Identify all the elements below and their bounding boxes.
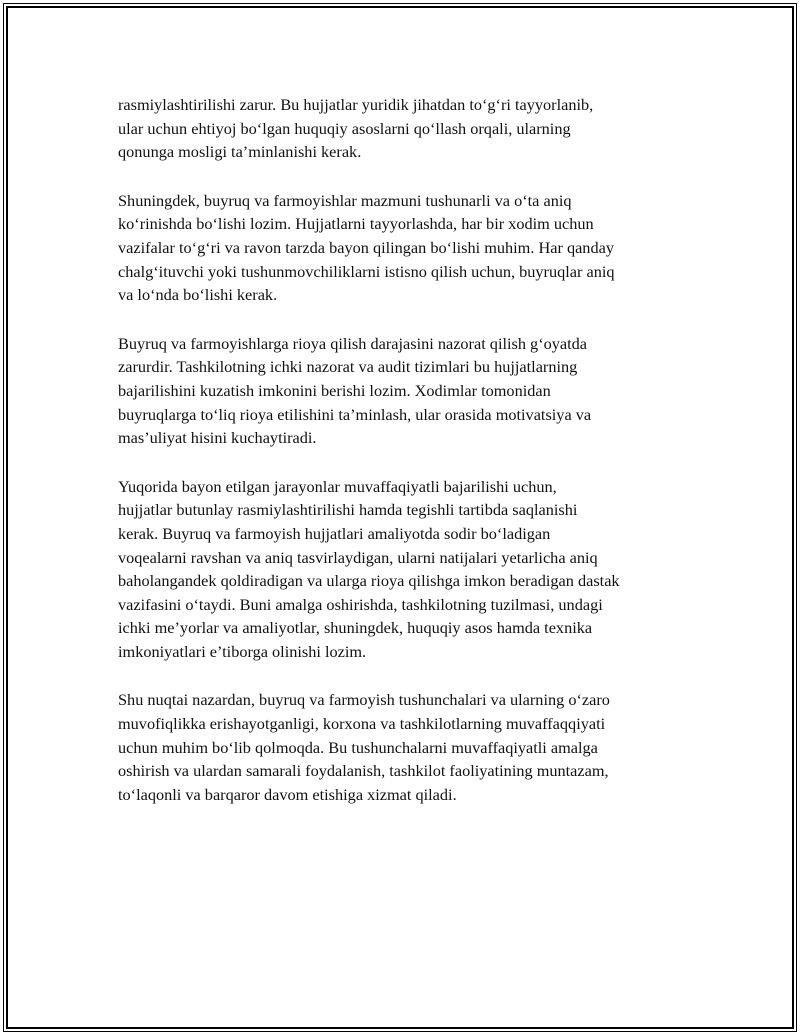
paragraph-5: Shu nuqtai nazardan, buyruq va farmoyish tushunchalari va ularning o‘zaro muvofiqlikka erishayotganligi, korxona va tashkilotlarning muvaffaqqiyati uchun muhim bo‘lib qolmoqda. Bu tushunchalarni muvaffaqiyatli amalga oshirish va ulardan samarali foydalanish, tashkilot faoliyatining muntazam, to‘laqonli va barqaror davom etishiga xizmat qiladi. [118, 690, 610, 804]
paragraph-3: Buyruq va farmoyishlarga rioya qilish darajasini nazorat qilish g‘oyatda zarurdir. Tashkilotning ichki nazorat va audit tizimlari bu hujjatlarning bajarilishini kuzatish imkonini berishi lozim. Xodimlar tomonidan buyruqlarga to‘liq rioya etilishini ta’minlash, ular orasida motivatsiya va mas’uliyat hisini kuchaytiradi. [118, 333, 592, 448]
document-body [118, 93, 688, 831]
paragraph-1: rasmiylashtirilishi zarur. Bu hujjatlar yuridik jihatdan to‘g‘ri tayyorlanib, ular uchun ehtiyoj bo‘lgan huquqiy asoslarni qo‘llash orqali, ularning qonunga mosligi ta’minlanishi kerak. [118, 95, 594, 162]
paragraph-2: Shuningdek, buyruq va farmoyishlar mazmuni tushunarli va o‘ta aniq ko‘rinishda bo‘lishi lozim. Hujjatlarni tayyorlashda, har bir xodim uchun vazifalar to‘g‘ri va ravon tarzda bayon qilingan bo‘lishi muhim. Har qanday chalg‘ituvchi yoki tushunmovchiliklarni istisno qilish uchun, buyruqlar aniq va lo‘nda bo‘lishi kerak. [118, 190, 615, 305]
paragraph-4: Yuqorida bayon etilgan jarayonlar muvaffaqiyatli bajarilishi uchun, hujjatlar butunlay rasmiylashtirilishi hamda tegishli tartibda saqlanishi kerak. Buyruq va farmoyish hujjatlari amaliyotda sodir bo‘ladigan voqealarni ravshan va aniq tasvirlaydigan, ularni natijalari yetarlicha aniq baholangandek qoldiradigan va ularga rioya qilishga imkon beradigan dastak vazifasini o‘taydi. Buni amalga oshirishda, tashkilotning tuzilmasi, undagi ichki me’yorlar va amaliyotlar, shuningdek, huquqiy asos hamda texnika imkoniyatlari e’tiborga olinishi lozim. [118, 476, 620, 661]
